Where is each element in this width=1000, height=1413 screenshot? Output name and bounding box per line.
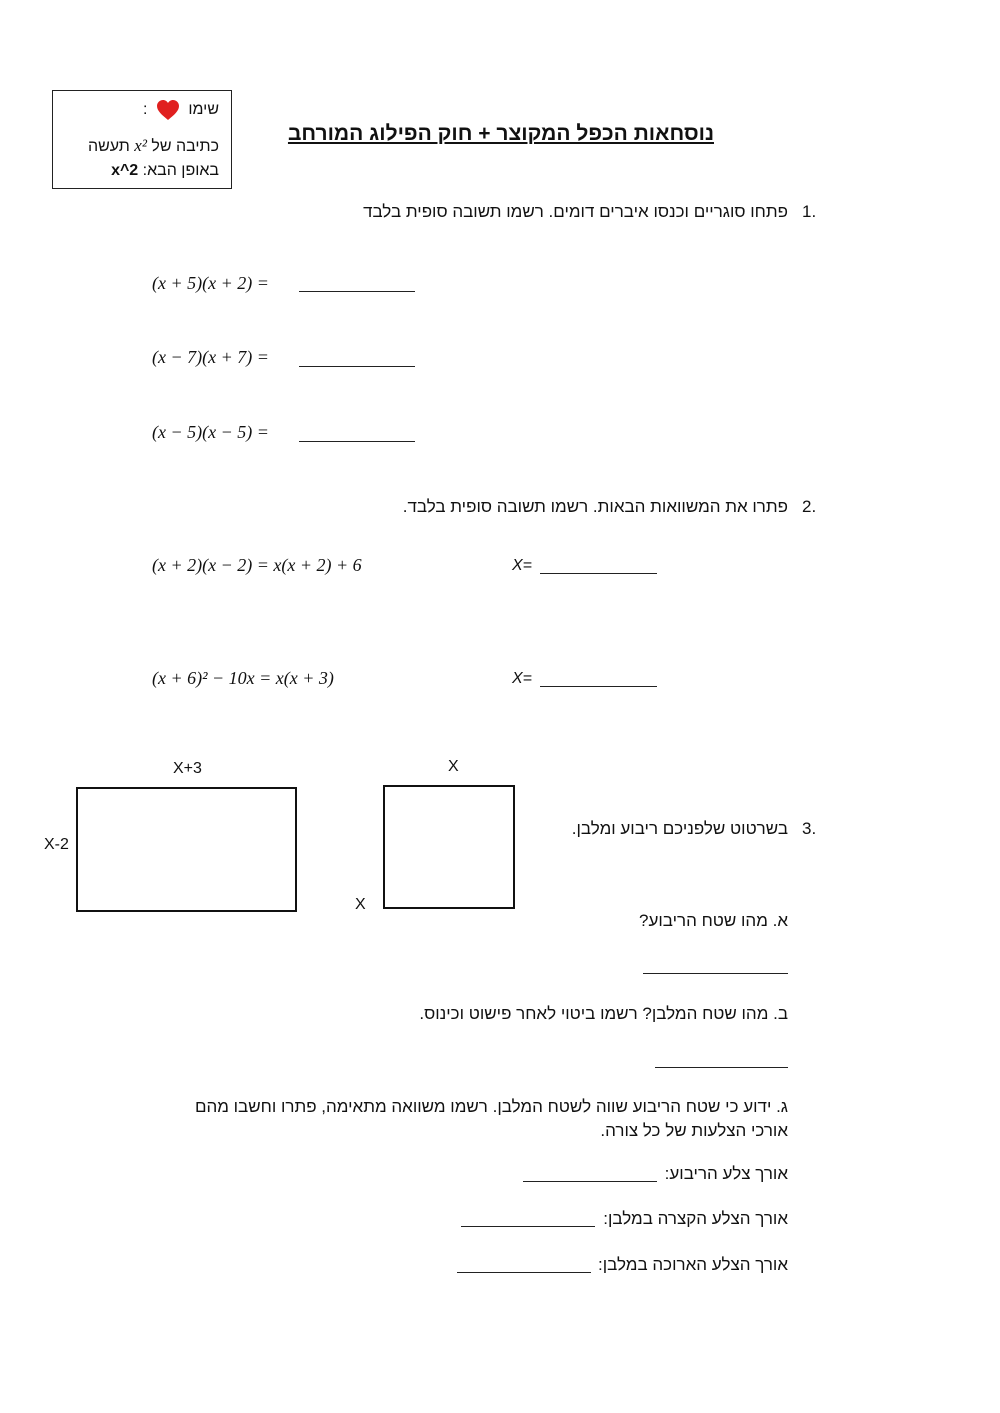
note-line-2-prefix: כתיבה של: [151, 138, 219, 155]
q1-answer-1[interactable]: [299, 291, 415, 292]
note-line-2: [88, 136, 219, 156]
q1-answer-2[interactable]: [299, 366, 415, 367]
q3c-text: ג. ידוע כי שטח הריבוע שווה לשטח המלבן. רשמו משוואה מתאימה, פתרו וחשבו מהם אורכי הצלעות של כל צורה.: [194, 1097, 788, 1140]
q2-equation-2: (x + 6)² − 10x = x(x + 3): [152, 668, 334, 688]
note-colon: :: [142, 101, 148, 119]
rectangle-height-label: X-2: [44, 836, 69, 853]
q2-answer-label-1: X=: [512, 557, 533, 574]
q1-expression-2: (x − 7)(x + 7) =: [152, 347, 269, 367]
q2-text: פתרו את המשוואות הבאות. רשמו תשובה סופית בלבד.: [402, 497, 788, 516]
q1-expression-3: (x − 5)(x − 5) =: [152, 422, 269, 442]
q2-number: 2.: [802, 497, 817, 516]
note-box: [52, 90, 232, 189]
q1-text: פתחו סוגריים וכנסו איברים דומים. רשמו תשובה סופית בלבד: [363, 202, 788, 221]
note-line-2-suffix: תעשה: [87, 138, 130, 155]
square-side-length-label: אורך צלע הריבוע:: [664, 1164, 788, 1183]
q3b-text: ב. מהו שטח המלבן? רשמו ביטוי לאחר פישוט וכינוס.: [419, 1004, 788, 1023]
q3a-answer[interactable]: [643, 973, 788, 974]
note-line-3: [111, 162, 219, 180]
q2-answer-1[interactable]: [540, 573, 657, 574]
q3-text: בשרטוט שלפניכם ריבוע ומלבן.: [571, 819, 788, 838]
square-side-length-answer[interactable]: [523, 1181, 657, 1182]
heart-icon: [156, 99, 180, 121]
q1-answer-3[interactable]: [299, 441, 415, 442]
q1-number: 1.: [802, 202, 817, 221]
square-side-label: X: [355, 896, 366, 913]
rectangle-width-label: X+3: [173, 760, 202, 777]
rectangle-short-side-answer[interactable]: [461, 1226, 595, 1227]
q3b-answer[interactable]: [655, 1067, 788, 1068]
q2-answer-2[interactable]: [540, 686, 657, 687]
rectangle-long-side-answer[interactable]: [457, 1272, 591, 1273]
q1-expression-1: (x + 5)(x + 2) =: [152, 273, 269, 293]
q3a-text: א. מהו שטח הריבוע?: [639, 911, 788, 930]
rectangle-short-side-label: אורך הצלע הקצרה במלבן:: [603, 1209, 788, 1228]
q2-equation-1: (x + 2)(x − 2) = x(x + 2) + 6: [152, 555, 362, 575]
note-code: x^2: [111, 162, 139, 179]
rectangle-long-side-label: אורך הצלע הארוכה במלבן:: [598, 1255, 788, 1274]
square-shape: [383, 785, 515, 909]
note-line-3-prefix: באופן הבא:: [142, 162, 219, 179]
note-line-1-text: שימו: [188, 101, 219, 119]
q2-answer-label-2: X=: [512, 670, 533, 687]
page-title: נוסחאות הכפל המקוצר + חוק הפילוג המורחב: [287, 122, 714, 145]
note-line-1: [143, 99, 219, 121]
q3-number: 3.: [802, 819, 817, 838]
rectangle-shape: [76, 787, 297, 912]
note-x-squared: x²: [134, 136, 147, 155]
square-top-label: X: [448, 758, 459, 775]
